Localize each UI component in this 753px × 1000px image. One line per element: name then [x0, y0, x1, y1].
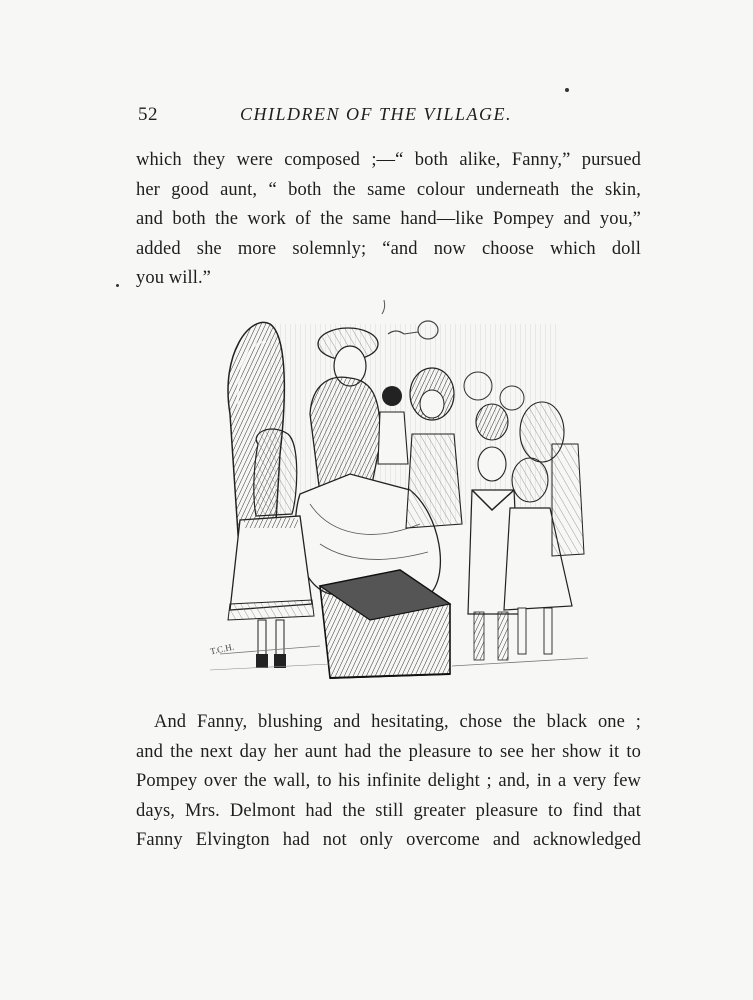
text-line: and both the work of the same hand—like Pompey and you,”: [136, 209, 641, 229]
paragraph-bottom: [136, 708, 641, 856]
girl-center: [406, 368, 462, 528]
text-line: Fanny Elvington had not only overcome and acknowledged: [136, 830, 641, 850]
text-line: you will.”: [136, 268, 211, 288]
text-line: her good aunt, “ both the same colour underneath the skin,: [136, 179, 641, 200]
text-line: And Fanny, blushing and hesitating, chose the black one ;: [154, 712, 641, 732]
text-line: days, Mrs. Delmont had the still greater pleasure to find that: [136, 800, 641, 821]
text-line: and the next day her aunt had the pleasure to see her show it to: [136, 741, 641, 762]
ink-speck: [116, 284, 119, 287]
artist-signature: T.C.H.: [209, 641, 235, 657]
text-line: added she more solemnly; “and now choose which doll: [136, 238, 641, 259]
ink-speck: [565, 88, 569, 92]
page-number: 52: [138, 104, 158, 125]
illustration-drawing: [200, 294, 590, 686]
paragraph-top: [136, 146, 641, 294]
text-line: Pompey over the wall, to his infinite delight ; and, in a very few: [136, 771, 641, 791]
text-line: which they were composed ;—“ both alike, Fanny,” pursued: [136, 150, 641, 170]
running-title: CHILDREN OF THE VILLAGE.: [240, 104, 513, 124]
children-group: [464, 372, 584, 660]
engraving-illustration: [200, 294, 590, 686]
